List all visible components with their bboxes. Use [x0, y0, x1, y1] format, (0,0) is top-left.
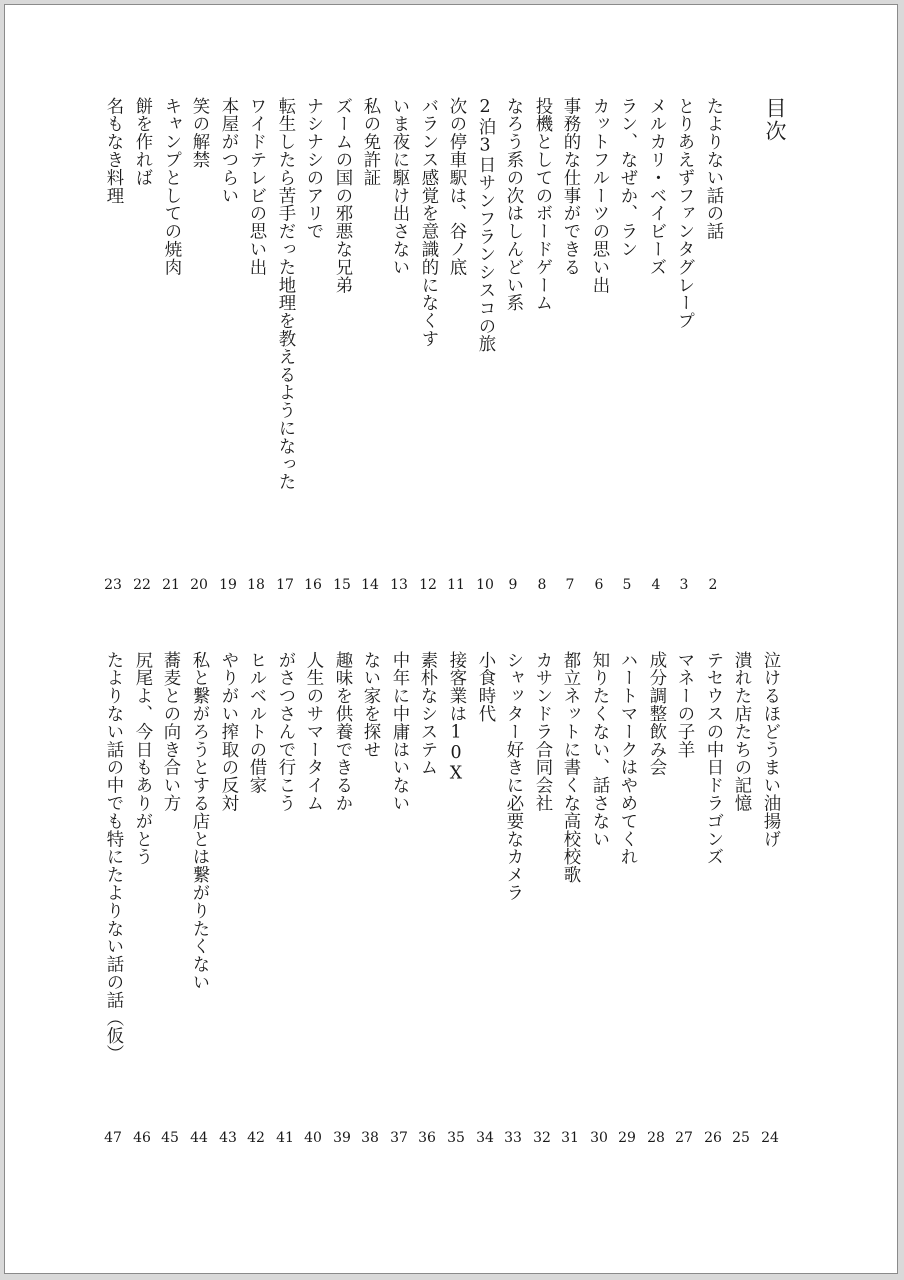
toc-entry: [499, 651, 527, 902]
toc-entry-title: シャッター好きに必要なカメラ: [503, 651, 523, 902]
toc-entry-title: なろう系の次はしんどい系: [503, 97, 523, 312]
toc-entry-title: やりがい搾取の反対: [218, 651, 238, 813]
toc-entry-page-number: 3: [679, 577, 689, 593]
toc-entry-page-number: 25: [732, 1130, 750, 1146]
toc-entry-page-number: 43: [219, 1130, 237, 1146]
toc-entry-page-number: 27: [675, 1130, 693, 1146]
toc-entry-title: 小食時代: [475, 651, 495, 723]
toc-page: [4, 4, 898, 1274]
toc-entry-page-number: 2: [708, 577, 718, 593]
toc-entry-page-number: 37: [390, 1130, 408, 1146]
toc-entry: [128, 651, 156, 866]
toc-entry-page-number: 22: [133, 577, 151, 593]
toc-entry-title: 転生したら苦手だった地理を教えるようになった: [275, 97, 295, 491]
toc-entry-title: ヒルベルトの借家: [246, 651, 266, 795]
page-title: 目次: [763, 97, 787, 143]
toc-entry: [670, 651, 698, 758]
toc-entry: [328, 97, 356, 294]
toc-entry: [442, 97, 470, 276]
toc-entry-page-number: 16: [304, 577, 322, 593]
toc-entry-page-number: 12: [419, 577, 437, 593]
toc-entry-title: 2泊3日サンフランシスコの旅: [475, 97, 495, 353]
toc-entry-page-number: 26: [704, 1130, 722, 1146]
toc-entry-page-number: 29: [618, 1130, 636, 1146]
toc-entry: [613, 651, 641, 866]
toc-entry-title: マネーの子羊: [674, 651, 694, 759]
toc-entry: [271, 651, 299, 812]
toc-entry-title: メルカリ・ベイビーズ: [646, 97, 666, 276]
toc-entry-page-number: 32: [533, 1130, 551, 1146]
toc-entry: [99, 97, 127, 204]
toc-entry-title: カットフルーツの思い出: [589, 97, 609, 294]
toc-entry-page-number: 5: [622, 577, 632, 593]
toc-entry-page-number: 14: [361, 577, 379, 593]
toc-entry-title: がさつさんで行こう: [275, 651, 295, 813]
toc-entry: [356, 97, 384, 187]
toc-entry-title: 私の免許証: [360, 97, 380, 187]
toc-entry-page-number: 40: [304, 1130, 322, 1146]
toc-entry: [556, 651, 584, 884]
toc-entry: [414, 97, 442, 348]
toc-entry: [156, 651, 184, 812]
toc-entry: [214, 97, 242, 204]
toc-entry-page-number: 19: [219, 577, 237, 593]
toc-entry: [185, 651, 213, 991]
toc-entry-title: ない家を探せ: [360, 651, 380, 759]
toc-entry-title: テセウスの中日ドラゴンズ: [703, 651, 723, 866]
toc-entry-title: 接客業は10X: [446, 651, 466, 785]
toc-entry-title: たよりない話の話: [703, 97, 723, 241]
toc-entry: [642, 97, 670, 276]
toc-entry-title: カサンドラ合同会社: [532, 651, 552, 813]
toc-entry: [128, 97, 156, 187]
toc-entry-title: 都立ネットに書くな高校校歌: [560, 651, 580, 884]
toc-entry-page-number: 33: [504, 1130, 522, 1146]
toc-entry: [499, 97, 527, 312]
toc-entry-title: 餅を作れば: [132, 97, 152, 187]
toc-entry-page-number: 34: [476, 1130, 494, 1146]
toc-entry-page-number: 20: [190, 577, 208, 593]
toc-entry-title: ラン、なぜか、ラン: [617, 97, 637, 259]
toc-entry-page-number: 6: [594, 577, 604, 593]
toc-entry-title: 私と繋がろうとする店とは繋がりたくない: [189, 651, 209, 992]
toc-entry-title: 潰れた店たちの記憶: [731, 651, 751, 813]
toc-entry-title: 素朴なシステム: [417, 651, 437, 777]
toc-entry: [585, 651, 613, 848]
toc-entry-title: 蕎麦との向き合い方: [160, 651, 180, 813]
toc-entry-title: 次の停車駅は、谷ノ底: [446, 97, 466, 276]
toc-entry-page-number: 13: [390, 577, 408, 593]
toc-entry-page-number: 8: [537, 577, 547, 593]
toc-entry-title: 趣味を供養できるか: [332, 651, 352, 813]
toc-entry-title: いま夜に駆け出さない: [389, 97, 409, 276]
toc-entry: [613, 97, 641, 258]
toc-entry-page-number: 39: [333, 1130, 351, 1146]
toc-entry: [585, 97, 613, 294]
toc-entry-title: 知りたくない、話さない: [589, 651, 609, 848]
toc-entry-page-number: 35: [447, 1130, 465, 1146]
toc-entry-page-number: 46: [133, 1130, 151, 1146]
toc-entry: [242, 651, 270, 794]
toc-entry: [328, 651, 356, 812]
toc-entry: [413, 651, 441, 776]
toc-entry-title: とりあえずファンタグレープ: [674, 97, 694, 330]
toc-entry: [442, 651, 470, 784]
toc-entry: [556, 97, 584, 276]
toc-entry-title: 成分調整飲み会: [646, 651, 666, 777]
toc-entry: [471, 97, 499, 353]
toc-entry: [214, 651, 242, 812]
toc-entry-title: ナシナシのアリで: [303, 97, 323, 241]
toc-entry: [642, 651, 670, 776]
toc-entry-page-number: 4: [651, 577, 661, 593]
toc-entry: [185, 97, 213, 169]
toc-entry-page-number: 30: [590, 1130, 608, 1146]
toc-entry: [385, 97, 413, 276]
toc-entry-page-number: 38: [361, 1130, 379, 1146]
toc-entry-page-number: 24: [761, 1130, 779, 1146]
toc-entry: [157, 97, 185, 276]
toc-entry-title: 尻尾よ、今日もありがとう: [132, 651, 152, 866]
toc-entry-page-number: 9: [508, 577, 518, 593]
toc-entry-page-number: 11: [447, 577, 465, 593]
toc-entry-title: キャンプとしての焼肉: [161, 97, 181, 276]
toc-entry: [299, 651, 327, 812]
toc-entry: [528, 97, 556, 312]
toc-entry-title: 泣けるほどうまい油揚げ: [760, 651, 780, 848]
toc-entry-title: 人生のサマータイム: [303, 651, 323, 813]
toc-entry: [271, 97, 299, 491]
toc-entry: [471, 651, 499, 723]
toc-entry-page-number: 45: [161, 1130, 179, 1146]
toc-entry: [727, 651, 755, 812]
toc-entry-title: ワイドテレビの思い出: [246, 97, 266, 276]
toc-entry-page-number: 23: [104, 577, 122, 593]
toc-entry: [699, 97, 727, 240]
toc-entry-title: 笑の解禁: [189, 97, 209, 169]
toc-entry: [242, 97, 270, 276]
toc-entry-title: ズームの国の邪悪な兄弟: [332, 97, 352, 294]
toc-entry-page-number: 18: [247, 577, 265, 593]
toc-entry-title: ハートマークはやめてくれ: [617, 651, 637, 866]
toc-entry-title: 名もなき料理: [103, 97, 123, 205]
toc-entry-title: たよりない話の中でも特にたよりない話の話（仮）: [103, 651, 123, 1063]
toc-entry: [528, 651, 556, 812]
toc-entry-page-number: 31: [561, 1130, 579, 1146]
toc-entry-title: 事務的な仕事ができる: [560, 97, 580, 276]
toc-entry-page-number: 28: [647, 1130, 665, 1146]
toc-entry: [670, 97, 698, 330]
toc-entry: [699, 651, 727, 866]
toc-entry-page-number: 41: [276, 1130, 294, 1146]
toc-entry-page-number: 21: [162, 577, 180, 593]
toc-entry-page-number: 10: [476, 577, 494, 593]
toc-entry-page-number: 7: [565, 577, 575, 593]
toc-entry-title: 中年に中庸はいない: [389, 651, 409, 813]
toc-entry: [299, 97, 327, 240]
toc-entry: [385, 651, 413, 812]
toc-entry-title: 投機としてのボードゲーム: [532, 97, 552, 312]
toc-entry-title: バランス感覚を意識的になくす: [418, 97, 438, 348]
toc-entry-page-number: 17: [276, 577, 294, 593]
toc-entry-page-number: 44: [190, 1130, 208, 1146]
toc-entry-title: 本屋がつらい: [218, 97, 238, 205]
toc-entry-page-number: 36: [418, 1130, 436, 1146]
toc-entry: [99, 651, 127, 1063]
toc-entry-page-number: 47: [104, 1130, 122, 1146]
toc-entry: [356, 651, 384, 758]
toc-entry-page-number: 15: [333, 577, 351, 593]
toc-entry-page-number: 42: [247, 1130, 265, 1146]
toc-entry: [756, 651, 784, 848]
